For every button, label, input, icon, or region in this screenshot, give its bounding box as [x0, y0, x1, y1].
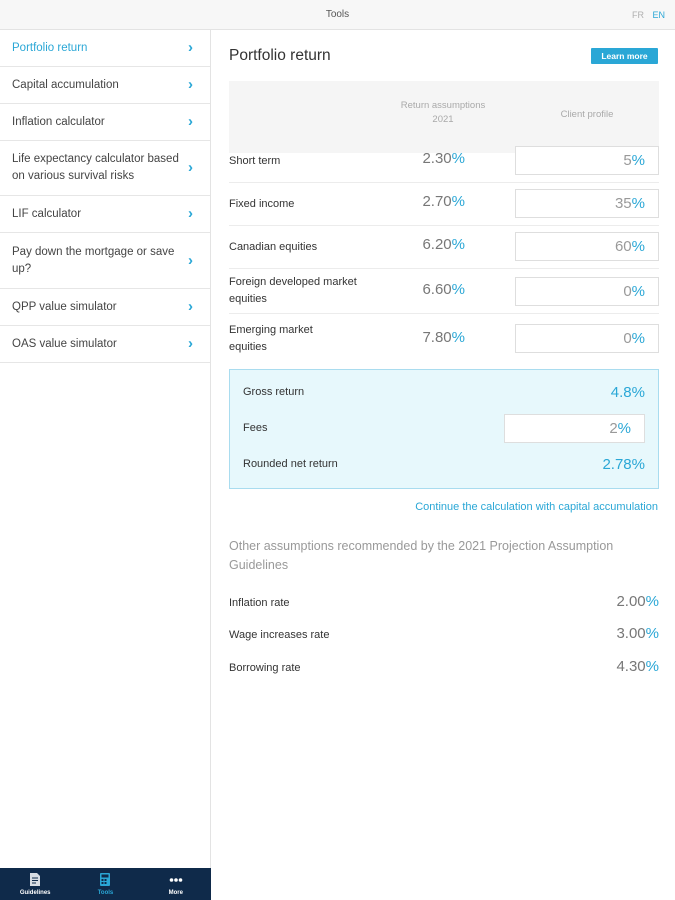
- tab-label: More: [168, 890, 183, 896]
- client-short-term-input[interactable]: 5%: [515, 146, 659, 175]
- client-fixed-income-input[interactable]: 35%: [515, 189, 659, 218]
- top-bar: [0, 0, 675, 30]
- return-assumptions-header: Return assumptions 2021: [400, 100, 486, 125]
- bottom-tab-bar: [0, 868, 211, 900]
- asset-label: Fixed income: [229, 198, 295, 210]
- sidebar-item-qpp-simulator[interactable]: [0, 289, 210, 326]
- fees-row: [230, 410, 658, 448]
- wage-increases-label: Wage increases rate: [229, 629, 330, 641]
- return-value: 2.30%: [422, 150, 465, 167]
- return-value: 6.60%: [422, 281, 465, 298]
- tab-label: Tools: [97, 890, 114, 896]
- sidebar-item-inflation-calculator[interactable]: [0, 104, 210, 141]
- asset-row-foreign-developed: [229, 269, 659, 314]
- sidebar-item-oas-simulator[interactable]: [0, 326, 210, 363]
- lang-fr-button[interactable]: FR: [631, 10, 644, 20]
- sidebar: [0, 30, 211, 868]
- return-value: 2.70%: [422, 193, 465, 210]
- chevron-right-icon: ›: [188, 113, 193, 130]
- inflation-rate-value: 2.00%: [616, 593, 659, 610]
- net-return-value: 2.78%: [602, 456, 645, 473]
- language-switch: [626, 10, 665, 20]
- gross-return-label: Gross return: [243, 386, 305, 398]
- inflation-rate-label: Inflation rate: [229, 597, 290, 609]
- client-canadian-equities-input[interactable]: 60%: [515, 232, 659, 261]
- sidebar-item-label: LIF calculator: [12, 207, 82, 220]
- gross-return-value: 4.8%: [610, 384, 645, 401]
- client-profile-header: Client profile: [560, 109, 614, 120]
- return-value: 6.20%: [422, 236, 465, 253]
- chevron-right-icon: ›: [188, 251, 193, 269]
- chevron-right-icon: ›: [188, 205, 193, 222]
- asset-row-fixed-income: [229, 183, 659, 226]
- page-title: Portfolio return: [229, 47, 331, 64]
- chevron-right-icon: ›: [188, 39, 193, 56]
- lang-en-button[interactable]: EN: [652, 10, 665, 20]
- fees-input[interactable]: 2%: [504, 414, 645, 443]
- chevron-right-icon: ›: [188, 335, 193, 352]
- tab-label: Guidelines: [19, 890, 51, 896]
- sidebar-item-life-expectancy[interactable]: [0, 141, 210, 196]
- sidebar-item-pay-down-mortgage[interactable]: [0, 233, 210, 289]
- main-content: [212, 30, 675, 900]
- asset-label: Short term: [229, 155, 281, 167]
- sidebar-item-portfolio-return[interactable]: [0, 30, 210, 67]
- sidebar-item-label: Inflation calculator: [12, 115, 105, 128]
- chevron-right-icon: ›: [188, 159, 193, 176]
- chevron-right-icon: ›: [188, 76, 193, 93]
- wage-increases-value: 3.00%: [616, 625, 659, 642]
- sidebar-item-capital-accumulation[interactable]: [0, 67, 210, 104]
- asset-row-short-term: [229, 140, 659, 183]
- fees-label: Fees: [243, 422, 268, 434]
- net-return-row: [230, 448, 658, 488]
- asset-label: Foreign developed market equities: [229, 276, 357, 305]
- borrowing-rate-value: 4.30%: [616, 658, 659, 675]
- wage-increases-row: [229, 622, 659, 650]
- sidebar-item-label: Capital accumulation: [12, 78, 119, 91]
- asset-label: Emerging market equities: [229, 324, 313, 353]
- sidebar-item-label: QPP value simulator: [12, 300, 117, 313]
- sidebar-item-label: OAS value simulator: [12, 337, 117, 350]
- summary-box: [229, 369, 659, 489]
- sidebar-item-label: Life expectancy calculator based on various survival risks: [12, 153, 179, 182]
- more-dots-icon: [169, 872, 183, 887]
- asset-row-canadian-equities: [229, 226, 659, 269]
- continue-capital-accumulation-link[interactable]: Continue the calculation with capital accumulation: [415, 501, 658, 513]
- document-icon: [28, 872, 42, 887]
- tab-more[interactable]: [141, 868, 211, 900]
- borrowing-rate-row: [229, 655, 659, 683]
- net-return-label: Rounded net return: [243, 458, 338, 470]
- sidebar-item-label: Portfolio return: [12, 41, 88, 54]
- sidebar-item-lif-calculator[interactable]: [0, 196, 210, 233]
- gross-return-row: [230, 370, 658, 410]
- calculator-icon: [98, 872, 112, 887]
- client-foreign-developed-input[interactable]: 0%: [515, 277, 659, 306]
- asset-label: Canadian equities: [229, 241, 318, 253]
- top-bar-title: Tools: [325, 9, 350, 20]
- tab-guidelines[interactable]: [0, 868, 70, 900]
- client-emerging-market-input[interactable]: 0%: [515, 324, 659, 353]
- other-assumptions-heading: Other assumptions recommended by the 2021 Projection Assumption Guidelines: [229, 539, 614, 572]
- return-value: 7.80%: [422, 329, 465, 346]
- chevron-right-icon: ›: [188, 298, 193, 315]
- tab-tools[interactable]: [70, 868, 140, 900]
- learn-more-button[interactable]: Learn more: [591, 48, 658, 64]
- asset-row-emerging-market: [229, 314, 659, 358]
- inflation-rate-row: [229, 590, 659, 618]
- borrowing-rate-label: Borrowing rate: [229, 662, 301, 674]
- sidebar-item-label: Pay down the mortgage or save up?: [12, 245, 175, 275]
